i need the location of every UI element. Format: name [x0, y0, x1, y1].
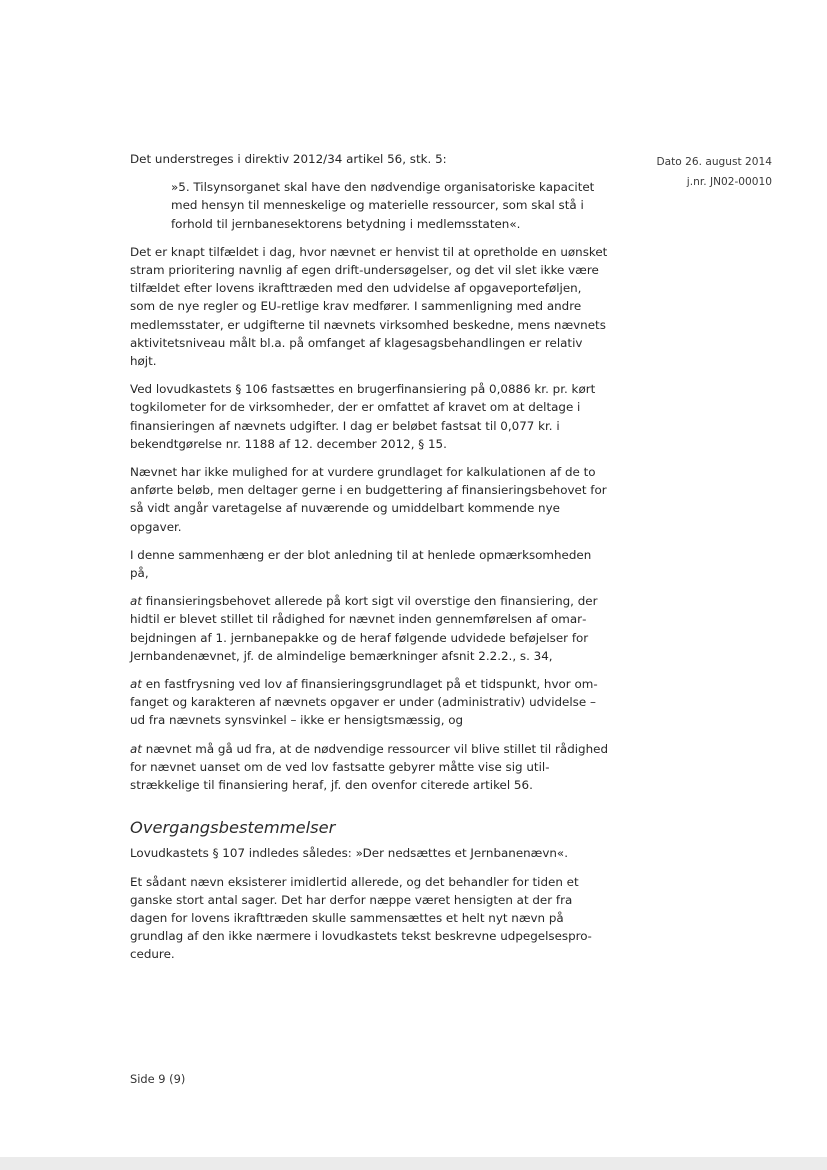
paragraph-budgeting: Nævnet har ikke mulighed for at vurdere grundlaget for kalkulationen af de to anførte beløb, men deltager gerne i en budgettering af finansieringsbehovet for så vidt angår varetagelse af nuværende og umiddelbart kommende nye opgaver. — [130, 465, 607, 534]
item-lead: at — [130, 594, 142, 609]
section-heading: Overgangsbestemmelser — [130, 818, 336, 838]
paragraph-capacity: Det er knapt tilfældet i dag, hvor nævnet er henvist til at opretholde en uønsket stram prioritering navnlig af egen drift-undersøgelser, og det vil slet ikke være tilfældet efter lovens ikrafttræden med den udvidelse af opgaveporteføljen, som de nye regler og EU-retlige krav medfører. I sammenligning med andre medlemsstater, er udgifterne til nævnets virksomhed beskedne, mens nævnets aktivitetsniveau målt bl.a. på omfanget af klagesagsbehandlingen er relativ højt. — [130, 244, 608, 369]
item-lead: at — [130, 741, 142, 756]
reference-number: j.nr. JN02-00010 — [686, 176, 772, 188]
item-text: nævnet må gå ud fra, at de nødvendige ressourcer vil blive stillet til rådighed for nævnet uanset om de ved lov fastsatte gebyrer måtte vise sig utilstrækkelige til finansiering heraf, jf. den ovenfor citerede artikel 56. — [130, 741, 608, 793]
paragraph-section-107: Lovudkastets § 107 indledes således: »Der nedsættes et Jernbanenævn«. — [130, 846, 568, 861]
document-body — [130, 150, 608, 974]
list-item — [130, 592, 608, 665]
document-meta — [600, 152, 772, 192]
item-lead: at — [130, 677, 142, 692]
list-item — [130, 675, 608, 730]
item-text: en fastfrysning ved lov af finansieringsgrundlaget på et tidspunkt, hvor omfanget og karakteren af nævnets opgaver er under (administrativ) udvidelse – ud fra nævnets synsvinkel – ikke er hensigtsmæssig, og — [130, 677, 598, 728]
paragraph-attention: I denne sammenhæng er der blot anledning til at henlede opmærksomheden på, — [130, 547, 592, 581]
item-text: finansieringsbehovet allerede på kort sigt vil overstige den finansiering, der hidtil er blevet stillet til rådighed for nævnet inden gennemførelsen af omarbejdningen af 1. jernbanepakke og de heraf følgende udvidede beføjelser for Jernbandenævnet, jf. de almindelige bemærkninger afsnit 2.2.2., s. 34, — [130, 594, 598, 663]
list-item — [130, 740, 608, 795]
intro-paragraph: Det understreges i direktiv 2012/34 artikel 56, stk. 5: — [130, 152, 447, 166]
paragraph-user-financing: Ved lovudkastets § 106 fastsættes en brugerfinansiering på 0,0886 kr. pr. kørt togkilometer for de virksomheder, der er omfattet af kravet om at deltage i finansieringen af nævnets udgifter. I dag er beløbet fastsat til 0,077 kr. i bekendtgørelse nr. 1188 af 12. december 2012, § 15. — [130, 382, 596, 451]
date-line: Dato 26. august 2014 — [656, 156, 772, 168]
paragraph-existing-board: Et sådant nævn eksisterer imidlertid allerede, og det behandler for tiden et ganske stort antal sager. Det har derfor næppe været hensigten at der fra dagen for lovens ikrafttræden skulle sammensættes et helt nyt nævn på grundlag af den ikke nærmere i lovudkastets tekst beskrevne udpegelsesprocedure. — [130, 874, 592, 962]
scan-bottom-edge — [0, 1157, 827, 1170]
page-number: Side 9 (9) — [130, 1072, 186, 1086]
directive-quote: »5. Tilsynsorganet skal have den nødvendige organisatoriske kapacitet med hensyn til menneskelige og materielle ressourcer, som skal stå i forhold til jernbanesektorens betydning i medlemsstaten«. — [171, 180, 595, 231]
